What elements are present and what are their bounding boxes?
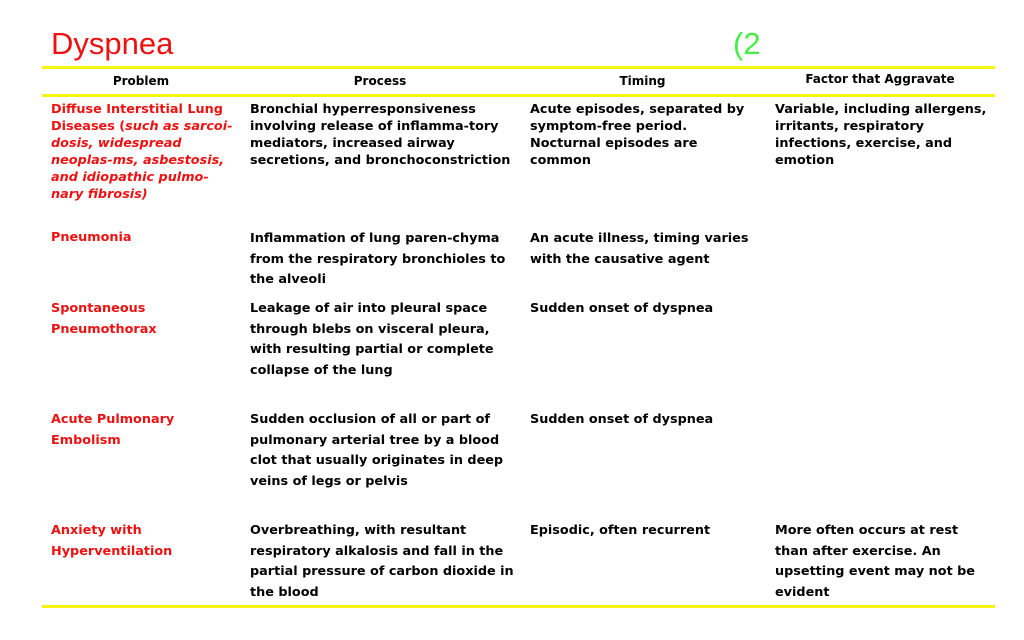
row-5-timing: Episodic, often recurrent: [530, 523, 711, 538]
page-title: Dyspnea: [51, 26, 174, 61]
row-5-factor: More often occurs at rest than after exercise. An upsetting event may not be evident: [775, 523, 975, 600]
row-1-timing: Acute episodes, separated by symptom-free period. Nocturnal episodes are common: [530, 102, 745, 168]
row-2-problem: Pneumonia: [51, 230, 132, 245]
column-header-timing: Timing: [619, 74, 666, 88]
bottom-rule: [42, 605, 995, 608]
row-1-process: Bronchial hyperresponsiveness involving release of inflamma-tory mediators, increased airway secretions, and bronchoconstriction: [250, 102, 511, 168]
row-1-factor: Variable, including allergens, irritants, respiratory infections, exercise, and emotion: [775, 102, 987, 168]
row-3-process: Leakage of air into pleural space through blebs on visceral pleura, with resulting partial or complete collapse of the lung: [250, 301, 494, 378]
page-marker: (2: [733, 26, 761, 61]
row-5-problem: Anxiety with Hyperventilation: [51, 523, 173, 559]
column-header-problem: Problem: [112, 74, 170, 88]
row-2-process: Inflammation of lung paren-chyma from the respiratory bronchioles to the alveoli: [250, 231, 506, 287]
column-header-process: Process: [353, 74, 407, 88]
row-2-timing: An acute illness, timing varies with the causative agent: [530, 231, 749, 267]
row-3-timing: Sudden onset of dyspnea: [530, 301, 714, 316]
row-4-process: Sudden occlusion of all or part of pulmonary arterial tree by a blood clot that usually originates in deep veins of legs or pelvis: [250, 412, 504, 489]
row-3-problem: Spontaneous Pneumothorax: [51, 301, 157, 337]
row-4-problem: Acute Pulmonary Embolism: [51, 412, 175, 448]
header-rule: [42, 94, 995, 97]
row-4-timing: Sudden onset of dyspnea: [530, 412, 714, 427]
row-5-process: Overbreathing, with resultant respiratory alkalosis and fall in the partial pressure of carbon dioxide in the blood: [250, 523, 514, 600]
row-1-problem: Diffuse Interstitial Lung Diseases (such as sarcoi-dosis, widespread neoplas-ms, asbestosis, and idiopathic pulmo-nary fibrosis): [51, 102, 233, 202]
column-header-factor: Factor that Aggravate: [805, 72, 955, 86]
top-rule: [42, 66, 995, 69]
